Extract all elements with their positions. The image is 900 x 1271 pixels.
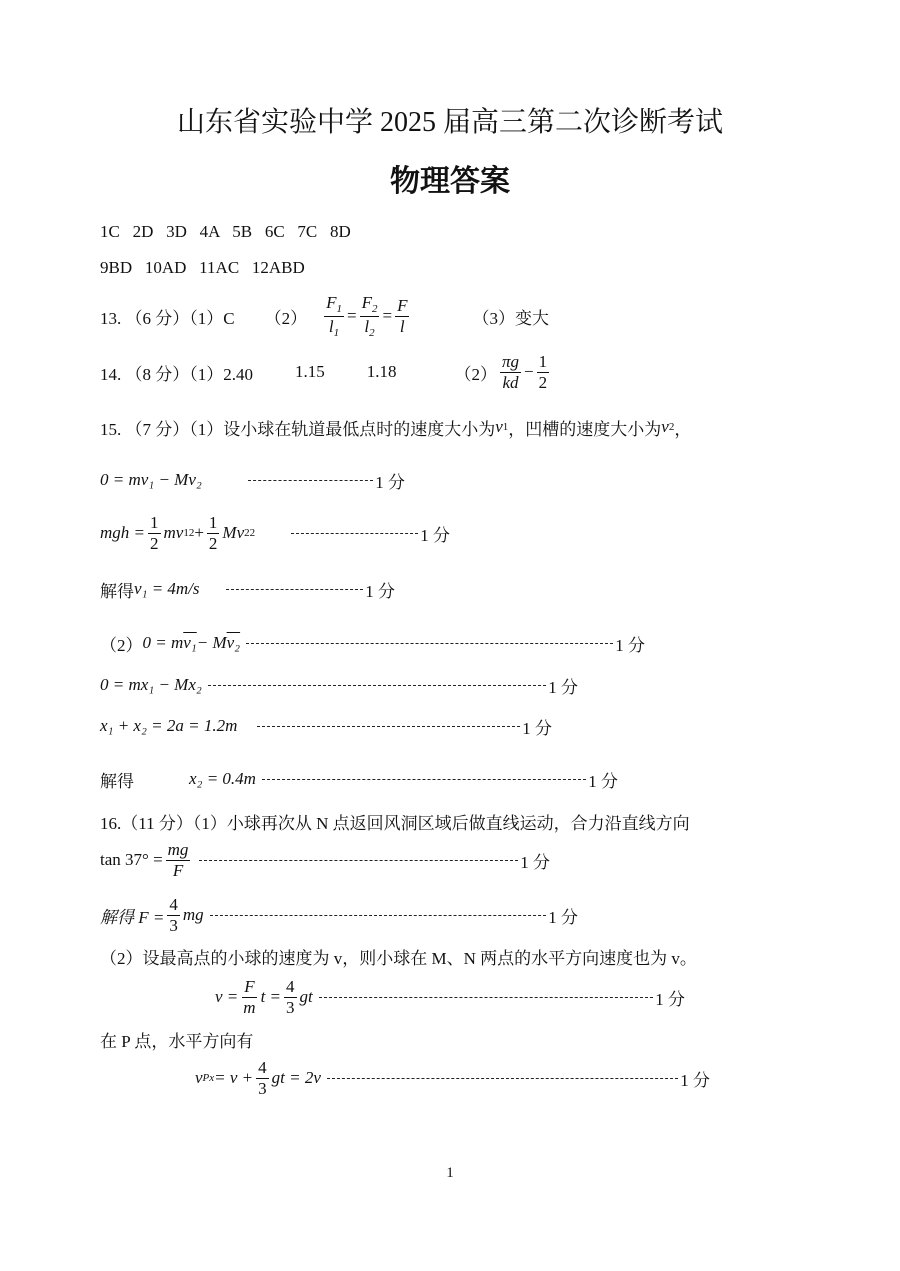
- leader: [199, 860, 518, 861]
- var: v: [195, 1068, 203, 1087]
- num: F: [397, 295, 408, 315]
- part-3: （3）变大: [472, 308, 549, 328]
- num: 4: [286, 976, 295, 996]
- den: F: [172, 860, 184, 880]
- q15-eq7: [100, 759, 618, 799]
- page-subtitle: 物理答案: [390, 164, 510, 199]
- fraction: [500, 352, 521, 392]
- score: 1 分: [588, 771, 618, 791]
- term: = v +: [214, 1068, 254, 1087]
- term: mv: [163, 523, 184, 542]
- score: 1 分: [520, 852, 550, 872]
- equation: x₂ = 0.4m: [189, 769, 256, 788]
- den: 2: [150, 533, 159, 553]
- q16-v-eq: [215, 977, 685, 1017]
- part-label: （2）: [264, 308, 308, 328]
- q15-eq1: [100, 460, 405, 500]
- equation: 解得 F =: [100, 907, 165, 927]
- part-label: （2）: [454, 364, 497, 384]
- q16-vpx-eq: [195, 1058, 710, 1098]
- plus: +: [194, 523, 204, 542]
- sub: 1: [336, 302, 342, 315]
- q14-head: 14. （8 分）（1）2.40: [100, 364, 253, 384]
- den: 3: [169, 915, 178, 935]
- q15-eq5: [100, 665, 578, 705]
- score: 1 分: [522, 718, 552, 738]
- den: l: [328, 316, 334, 336]
- text: ，凹槽的速度大小为: [508, 419, 662, 439]
- q16-tan-eq: [100, 840, 550, 880]
- fraction: [256, 1058, 269, 1098]
- fraction: [395, 296, 409, 336]
- leader: [319, 997, 654, 998]
- equals: =: [382, 306, 393, 325]
- fraction: [167, 895, 180, 935]
- minus: −: [524, 362, 534, 381]
- term: − M: [196, 633, 227, 652]
- equation: v =: [215, 987, 239, 1006]
- leader: [327, 1078, 678, 1079]
- mc-answers-1: 1C 2D 3D 4A 5B 6C 7C 8D: [100, 222, 351, 241]
- sub: 2: [371, 302, 378, 315]
- q15-intro: 15. （7 分）（1）设小球在轨道最低点时的速度大小为 v 1 ，凹槽的速度大小为 v 2 ，: [100, 407, 691, 447]
- den: 3: [258, 1078, 267, 1098]
- equation: mgh =: [100, 523, 145, 542]
- num: 1: [150, 512, 159, 532]
- page-number: 1: [446, 1165, 454, 1181]
- label: 解得: [100, 771, 134, 791]
- num: F: [244, 976, 255, 996]
- fraction: [207, 513, 220, 553]
- leader: [208, 685, 546, 686]
- mc-answers-2: 9BD 10AD 11AC 12ABD: [100, 258, 305, 277]
- equation: tan 37° =: [100, 850, 163, 869]
- var: v: [661, 417, 669, 436]
- value: 1.18: [366, 362, 397, 381]
- label: 解得: [100, 581, 134, 601]
- score: 1 分: [548, 907, 578, 927]
- num: 4: [258, 1057, 267, 1077]
- q16-intro: 16.（11 分）（1）小球再次从 N 点返回风洞区域后做直线运动，合力沿直线方向: [100, 813, 690, 833]
- den: l: [399, 316, 405, 336]
- equation: x₁ + x₂ = 2a = 1.2m: [100, 716, 238, 735]
- var: v: [495, 417, 503, 436]
- den: 2: [208, 533, 218, 553]
- subscript: Px: [202, 1072, 215, 1084]
- exam-title: 山东省实验中学 2025 届高三第二次诊断考试: [176, 107, 723, 138]
- num: F: [326, 292, 337, 312]
- q16-part2: （2）设最高点的小球的速度为 v，则小球在 M、N 两点的水平方向速度也为 v。: [100, 948, 697, 968]
- fraction: [166, 840, 191, 880]
- num: πg: [502, 351, 520, 371]
- fraction: [324, 293, 344, 339]
- term: gt: [299, 987, 313, 1006]
- den: kd: [502, 372, 519, 392]
- leader: [248, 480, 373, 481]
- q13-answer: [100, 292, 549, 339]
- q14-answer: [100, 352, 552, 392]
- num: 1: [208, 512, 218, 532]
- leader: [246, 643, 613, 644]
- q16-P-line: 在 P 点，水平方向有: [100, 1031, 254, 1051]
- score: 1 分: [375, 472, 405, 492]
- leader: [262, 779, 586, 780]
- score: 1 分: [365, 581, 395, 601]
- equation: 0 = m: [142, 633, 184, 652]
- term: Mv: [222, 523, 245, 542]
- fraction: [537, 352, 550, 392]
- leader: [257, 726, 520, 727]
- den: m: [243, 997, 256, 1017]
- equation: 0 = mv₁ − Mv₂: [100, 470, 202, 489]
- equals: =: [346, 306, 357, 325]
- score: 1 分: [680, 1070, 710, 1090]
- fraction: [284, 977, 297, 1017]
- fraction: [241, 977, 257, 1017]
- score: 1 分: [420, 525, 450, 545]
- term: v₁: [183, 633, 197, 652]
- term: mg: [182, 905, 204, 924]
- leader: [210, 915, 547, 916]
- fraction: [148, 513, 161, 553]
- leader: [226, 589, 364, 590]
- q16-F-eq: [100, 895, 578, 935]
- sub: 2: [369, 326, 375, 339]
- leader: [291, 533, 418, 534]
- term: v₂: [226, 633, 241, 652]
- den: 3: [286, 997, 295, 1017]
- label: （2）: [100, 635, 143, 655]
- fraction: [360, 293, 380, 339]
- equation: 0 = mx₁ − Mx₂: [100, 675, 202, 694]
- score: 1 分: [615, 635, 645, 655]
- q15-eq3: [100, 569, 395, 609]
- num: F: [361, 292, 372, 312]
- den: l: [364, 316, 370, 336]
- num: 1: [538, 351, 548, 371]
- score: 1 分: [655, 989, 685, 1009]
- score: 1 分: [548, 677, 578, 697]
- q15-eq4: [100, 623, 645, 663]
- value: 1.15: [295, 362, 325, 381]
- q15-eq6: [100, 706, 552, 746]
- den: 2: [538, 372, 548, 392]
- sub: 1: [333, 326, 340, 339]
- q13-head: 13. （6 分）（1）C: [100, 308, 235, 328]
- text: 15. （7 分）（1）设小球在轨道最低点时的速度大小为: [100, 419, 496, 439]
- equation: v₁ = 4m/s: [134, 579, 200, 598]
- term: t =: [260, 987, 282, 1006]
- term: gt = 2v: [271, 1068, 321, 1087]
- num: 4: [169, 894, 178, 914]
- text: ，: [674, 419, 692, 439]
- q15-eq2: mgh = $\frac{1}{2}$ mv 1 2 + $\frac{1}{2}$ Mv 2 2 1 分: [100, 512, 450, 553]
- num: mg: [167, 839, 189, 859]
